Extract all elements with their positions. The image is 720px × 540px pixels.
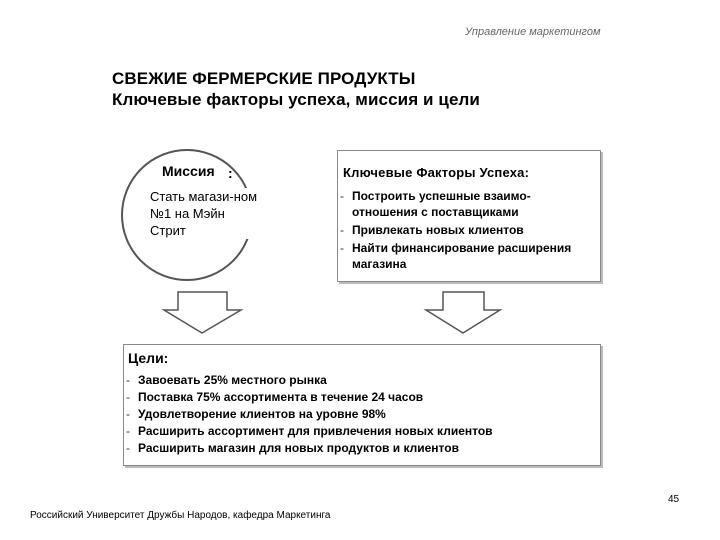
footer-institution: Российский Университет Дружбы Народов, кафедра Маркетинга [30,510,331,521]
kfs-list [340,188,595,274]
kfs-item-text: Найти финансирование расширения магазина [352,241,572,271]
goal-item-text: Удовлетворение клиентов на уровне 98% [138,407,386,421]
goal-item-text: Поставка 75% ассортимента в течение 24 часов [138,390,424,404]
dash-icon: - [340,189,344,203]
mission-colon: : [228,165,233,181]
goal-item [126,389,596,405]
goal-item-text: Завоевать 25% местного рынка [138,373,327,387]
goal-item [126,372,596,388]
kfs-item-text: Построить успешные взаимо-отношения с поставщиками [352,189,531,219]
goal-item [126,406,596,422]
title-line-2: Ключевые факторы успеха, миссия и цели [112,90,480,109]
goal-item-text: Расширить магазин для новых продуктов и клиентов [138,441,459,455]
dash-icon: - [126,373,130,387]
dash-icon: - [126,441,130,455]
goals-heading: Цели: [128,350,169,366]
dash-icon: - [340,241,344,255]
kfs-item [340,240,595,272]
dash-icon: - [340,223,344,237]
goal-item [126,423,596,439]
goals-list [126,372,596,457]
kfs-heading: Ключевые Факторы Успеха: [343,165,530,180]
dash-icon: - [126,424,130,438]
header-note: Управление маркетингом [465,26,601,38]
dash-icon: - [126,407,130,421]
kfs-item [340,222,595,238]
page-number: 45 [668,494,680,505]
arrow-kfs-to-goals [426,292,500,333]
dash-icon: - [126,390,130,404]
title-line-1: СВЕЖИЕ ФЕРМЕРСКИЕ ПРОДУКТЫ [112,69,416,88]
kfs-item [340,188,595,220]
goal-item-text: Расширить ассортимент для привлечения новых клиентов [138,424,493,438]
mission-heading: Миссия [162,163,215,179]
goal-item [126,440,596,456]
arrow-mission-to-goals [164,292,241,333]
mission-text: Стать магази-ном №1 на Мэйн Стрит [150,188,260,239]
kfs-item-text: Привлекать новых клиентов [352,223,524,237]
